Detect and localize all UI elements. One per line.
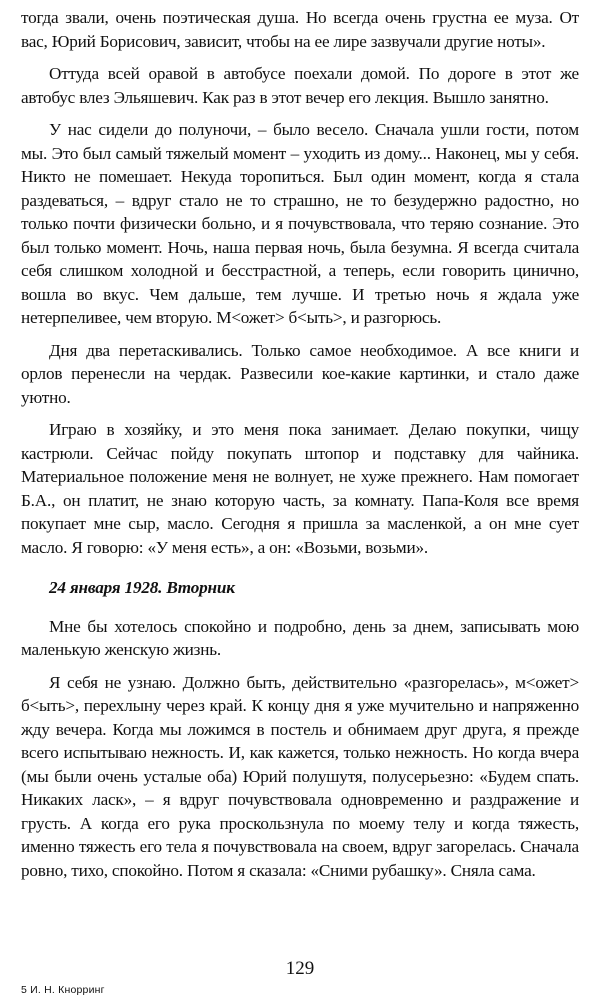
paragraph: У нас сидели до полуночи, – было весело. Сначала ушли гости, потом мы. Это был самый тяжелый момент – уходить из дому... Наконец, мы у себя. Никто не помешает. Некуда торопиться. Был один момент, когда я стала раздеваться, – вдруг стало не то страшно, не то безудержно радостно, но только почти физически больно, и я почувствовала, что теряю сознание. Это был только момент. Ночь, наша первая ночь, была безумна. Я всегда считала себя слишком холодной и бесстрастной, а теперь, если говорить цинично, вошла во вкус. Чем дальше, тем лучше. И третью ночь я ждала уже нетерпеливее, чем вторую. М<ожет> б<ыть>, и разгорюсь. — [21, 120, 579, 327]
paragraph: Дня два перетаскивались. Только самое необходимое. А все книги и орлов перенесли на чердак. Развесили кое-какие картинки, и стало даже уютно. — [21, 340, 579, 407]
book-page — [21, 0, 579, 1002]
paragraph: Оттуда всей оравой в автобусе поехали домой. По дороге в этот же автобус влез Эльяшевич. Как раз в этот вечер его лекция. Вышло занятно. — [21, 64, 579, 107]
paragraph: Играю в хозяйку, и это меня пока занимает. Делаю покупки, чищу кастрюли. Сейчас пойду покупать штопор и подставку для чайника. Материальное положение меня не волнует, не хуже прежнего. Нам помогает Б.А., он платит, не знаю которую часть, за комнату. Папа-Коля все время покупает мне сыр, масло. Сегодня я пришла за масленкой, а он мне сует масло. Я говорю: «У меня есть», а он: «Возьми, возьми». — [21, 420, 579, 557]
paragraph: Мне бы хотелось спокойно и подробно, день за днем, записывать мою маленькую женскую жизнь. — [21, 616, 579, 659]
page-text — [21, 6, 579, 891]
printer-signature-mark: 5 И. Н. Кнорринг — [21, 984, 105, 996]
page-number: 129 — [285, 958, 315, 979]
paragraph: Я себя не узнаю. Должно быть, действительно «разгорелась», м<ожет> б<ыть>, перехлыну через край. К концу дня я уже мучительно и напряженно жду вечера. Когда мы ложимся в постель и обнимаем друг друга, я прежде всего испытываю нежность. И, как кажется, только нежность. Но когда вчера (мы были очень усталые оба) Юрий полушутя, полусерьезно: «Будем спать. Никаких ласк», – я вдруг почувствовала одновременно и раздражение и грусть. А когда его рука проскользнула по моему телу и когда тяжесть, именно тяжесть его тела я почувствовала на своем, вдруг загорелась. Сначала ровно, тихо, спокойно. Потом я сказала: «Сними рубашку». Сняла сама. — [21, 672, 579, 880]
page-footer — [21, 956, 579, 996]
diary-date-heading: 24 января 1928. Вторник — [49, 578, 235, 597]
paragraph: тогда звали, очень поэтическая душа. Но всегда очень грустна ее муза. От вас, Юрий Борисович, зависит, чтобы на ее лире зазвучали другие ноты». — [21, 8, 579, 51]
